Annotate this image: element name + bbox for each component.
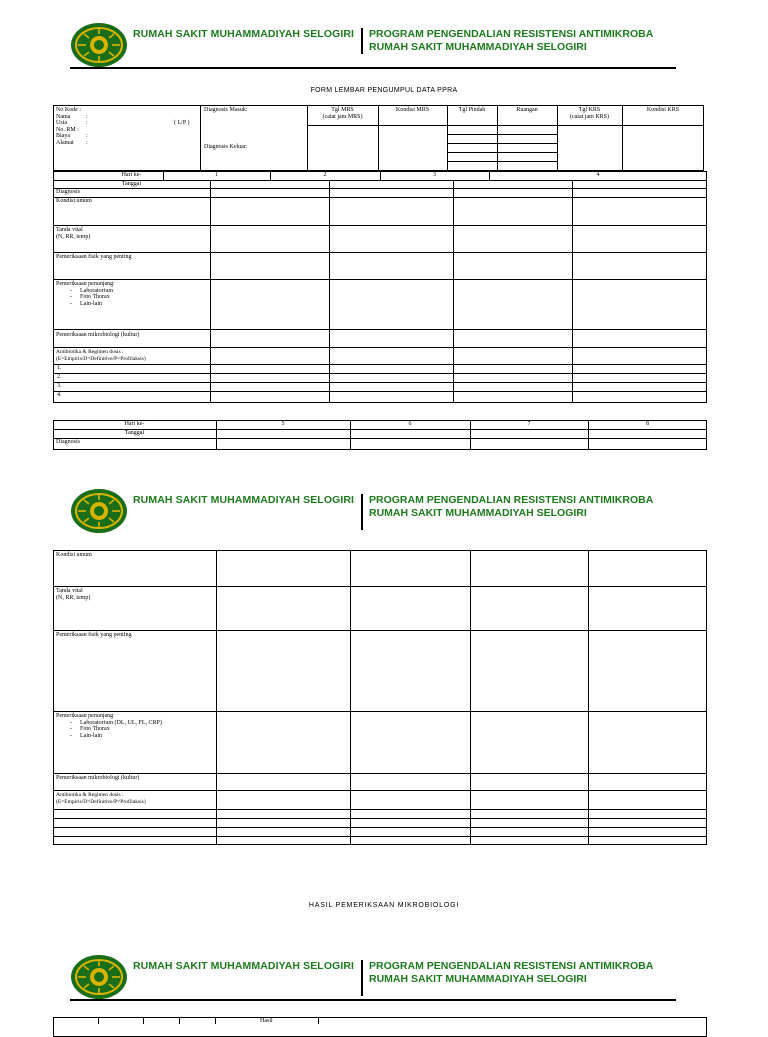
diagnosis-masuk-label: Diagnosis Masuk: [204, 107, 248, 113]
diagnosis-keluar-label: Diagnosis Keluar: [204, 144, 248, 150]
ab-row-4: 4. [57, 392, 62, 398]
kondisi-mrs-label: Kondisi MRS [395, 107, 430, 113]
mikrobiologi-label: Pemeriksaan mikrobiologi (kultur) [56, 332, 140, 338]
header-rule [70, 67, 676, 69]
daily-table-3 [53, 550, 707, 845]
page-header-1 [0, 0, 768, 75]
header-divider [361, 494, 363, 530]
ab-row-2: 2. [57, 374, 62, 380]
tgl-krs-label: Tgl KRS (catat jam KRS) [570, 107, 609, 120]
tanda-vital-label-3: Tanda vital (N, RR, temp) [56, 588, 91, 601]
day-5: 5 [281, 421, 285, 427]
pemeriksaan-fisik-label: Pemeriksaan fisik yang penting [56, 254, 132, 260]
kondisi-umum-label-3: Kondisi umum [56, 552, 92, 558]
day-7: 7 [527, 421, 531, 427]
penunjang-block: Pemeriksaan penunjang: - Laboratorium - Foto Thorax - Lain-lain [56, 281, 115, 307]
hospital-name: RUMAH SAKIT MUHAMMADIYAH SELOGIRI [133, 960, 355, 972]
diagnosis-label-2: Diagnosis [56, 439, 80, 445]
header-divider [361, 28, 363, 54]
hari-ke-label: Hari ke- [121, 172, 142, 178]
mikrobiologi-table [53, 1017, 707, 1037]
day-8: 8 [646, 421, 649, 427]
hasil-label: Hasil [260, 1018, 273, 1024]
program-title: PROGRAM PENGENDALIAN RESISTENSI ANTIMIKROBA RUMAH SAKIT MUHAMMADIYAH SELOGIRI [369, 494, 654, 519]
page-header-3 [0, 932, 768, 1007]
antibiotika-label: Antibiotika & Regimen dosis : (E=Empiris/D=Definitive/P=Profilaksis) [56, 349, 146, 362]
pemeriksaan-fisik-label-3: Pemeriksaan fisik yang penting [56, 632, 132, 638]
day-1: 1 [215, 172, 218, 178]
ruangan-label: Ruangan [516, 107, 538, 113]
tanggal-label-2: Tanggal [124, 430, 145, 436]
ab-row-1: 1. [57, 365, 62, 371]
hospital-name: RUMAH SAKIT MUHAMMADIYAH SELOGIRI [133, 28, 355, 40]
form-title: FORM LEMBAR PENGUMPUL DATA PPRA [310, 87, 458, 94]
mikrobiologi-label-3: Pemeriksaan mikrobiologi (kultur) [56, 775, 140, 781]
kondisi-krs-label: Kondisi KRS [646, 107, 680, 113]
program-title: PROGRAM PENGENDALIAN RESISTENSI ANTIMIKROBA RUMAH SAKIT MUHAMMADIYAH SELOGIRI [369, 960, 654, 985]
ab-row-3: 3. [57, 383, 62, 389]
daily-table-1 [53, 171, 707, 403]
kondisi-umum-label: Kondisi umum [56, 198, 92, 204]
antibiotika-label-3: Antibiotika & Regimen dosis : (E=Empiris/D=Definitive/P=Profilaksis) [56, 792, 146, 805]
day-2: 2 [323, 172, 327, 178]
hospital-name: RUMAH SAKIT MUHAMMADIYAH SELOGIRI [133, 494, 355, 506]
header-rule [70, 999, 676, 1001]
day-3: 3 [433, 172, 436, 178]
muhammadiyah-sun-logo-icon [70, 954, 128, 1000]
muhammadiyah-sun-logo-icon [70, 22, 128, 68]
page-header-2 [0, 466, 768, 541]
tanggal-label: Tanggal [121, 181, 142, 187]
header-divider [361, 960, 363, 996]
no-kode-label: No Kode : [56, 107, 81, 113]
program-title: PROGRAM PENGENDALIAN RESISTENSI ANTIMIKROBA RUMAH SAKIT MUHAMMADIYAH SELOGIRI [369, 28, 654, 53]
tgl-pindah-label: Tgl Pindah [458, 107, 486, 113]
penunjang-block-3: Pemeriksaan penunjang: - Laboratorium (DL, UL, FL, CRP) - Foto Thorax - Lain-lain [56, 713, 162, 739]
day-4: 4 [596, 172, 600, 178]
hari-ke-label-2: Hari ke- [124, 421, 145, 427]
hasil-title: HASIL PEMERIKSAAN MIKROBIOLOGI [308, 902, 460, 909]
tgl-mrs-label: Tgl MRS (catat jam MRS) [322, 107, 363, 120]
patient-fields: No Kode : Nama : Usia : ( L/P ) No. RM : Biaya : Alamat : [56, 107, 190, 146]
tanda-vital-label: Tanda vital (N, RR, temp) [56, 227, 91, 240]
diagnosis-label: Diagnosis [56, 189, 80, 195]
day-6: 6 [408, 421, 412, 427]
muhammadiyah-sun-logo-icon [70, 488, 128, 534]
